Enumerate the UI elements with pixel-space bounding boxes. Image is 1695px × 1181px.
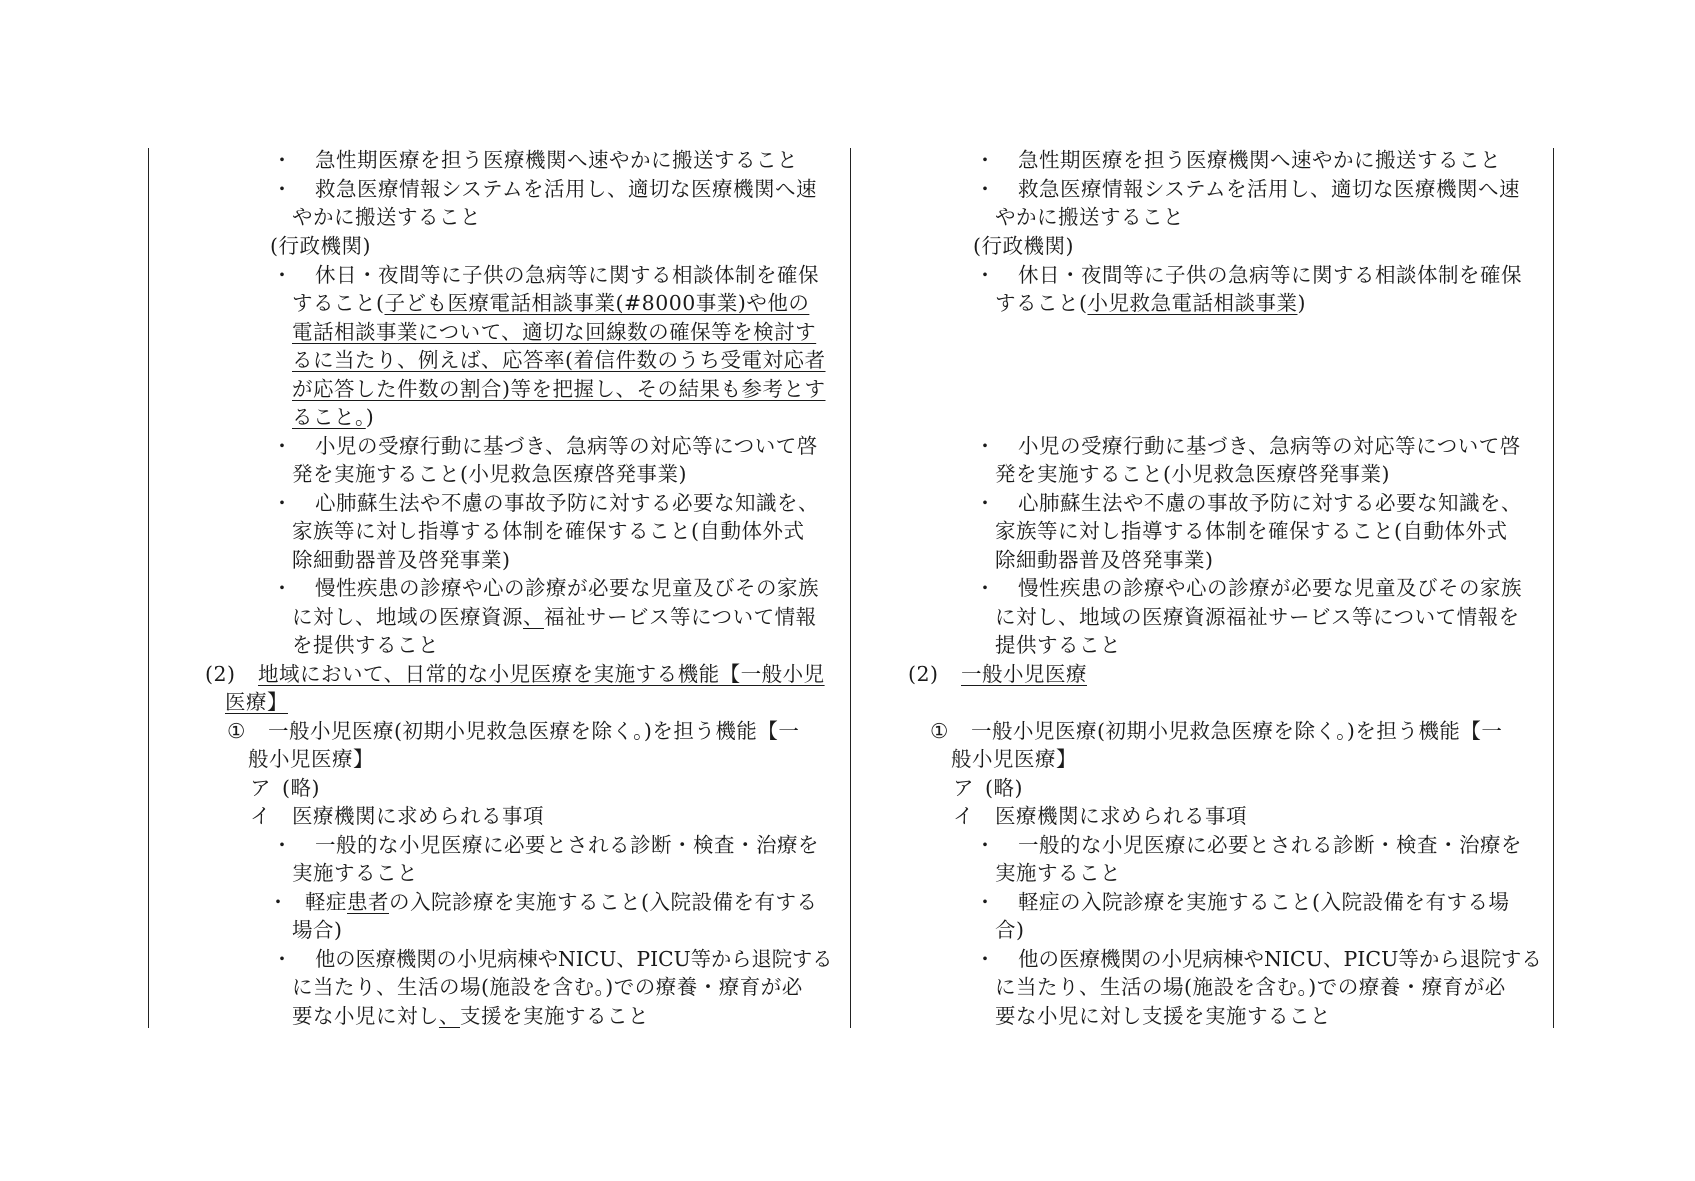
bullet: ・ xyxy=(272,177,292,201)
left-section-number: (2) xyxy=(205,662,236,686)
right-line: 発を実施すること(小児救急医療啓発事業) xyxy=(995,462,1390,486)
left-underlined-line: が応答した件数の割合)等を把握し、その結果も参考とす xyxy=(292,377,826,401)
left-line: やかに搬送すること xyxy=(292,205,481,229)
left-line: (略) xyxy=(282,776,320,800)
left-section-heading: 地域において、日常的な小児医療を実施する機能【一般小児 xyxy=(258,662,825,686)
right-line: (略) xyxy=(985,776,1023,800)
right-line: 家族等に対し指導する体制を確保すること(自動体外式 xyxy=(995,519,1508,543)
left-underlined-text: 患者 xyxy=(347,890,389,914)
left-underlined-line: るに当たり、例えば、応答率(着信件数のうち受電対応者 xyxy=(292,348,826,372)
right-subitem-number: ア xyxy=(953,776,974,800)
right-border-line xyxy=(1553,148,1554,1028)
bullet: ・ xyxy=(975,148,995,172)
left-text: すること( xyxy=(292,291,385,315)
left-line: 般小児医療】 xyxy=(248,747,374,771)
left-line xyxy=(292,289,809,317)
left-section-heading: 医療】 xyxy=(225,690,288,714)
left-text: 福祉サービス等について情報 xyxy=(544,605,817,629)
left-text: 軽症 xyxy=(305,890,347,914)
left-text: 要な小児に対し xyxy=(292,1004,439,1028)
right-line: 他の医療機関の小児病棟やNICU、PICU等から退院する xyxy=(1018,947,1542,971)
right-text: すること( xyxy=(995,291,1088,315)
right-line: 軽症の入院診療を実施すること(入院設備を有する場 xyxy=(1018,890,1510,914)
bullet: ・ xyxy=(975,833,995,857)
right-line: 合) xyxy=(995,918,1025,942)
right-line: 休日・夜間等に子供の急病等に関する相談体制を確保 xyxy=(1018,263,1522,287)
left-line: 実施すること xyxy=(292,861,418,885)
right-line: 般小児医療】 xyxy=(951,747,1077,771)
left-line: 一般的な小児医療に必要とされる診断・検査・治療を xyxy=(315,833,819,857)
left-underlined-line: 電話相談事業について、適切な回線数の確保等を検討す xyxy=(292,320,817,344)
bullet: ・ xyxy=(975,177,995,201)
left-line xyxy=(292,1002,649,1030)
right-line: 慢性疾患の診療や心の診療が必要な児童及びその家族 xyxy=(1018,576,1522,600)
bullet: ・ xyxy=(272,947,292,971)
left-line: 小児の受療行動に基づき、急病等の対応等について啓 xyxy=(315,434,818,458)
left-line: 場合) xyxy=(292,918,343,942)
right-section-heading: 一般小児医療 xyxy=(961,662,1087,686)
left-line xyxy=(292,403,374,431)
left-heading-gov: (行政機関) xyxy=(270,234,371,258)
left-underlined-text: 子ども医療電話相談事業(#8000事業)や他の xyxy=(384,291,810,315)
left-line xyxy=(305,888,818,916)
right-line: 一般的な小児医療に必要とされる診断・検査・治療を xyxy=(1018,833,1522,857)
bullet: ・ xyxy=(975,947,995,971)
bullet: ・ xyxy=(272,263,292,287)
right-line: 急性期医療を担う医療機関へ速やかに搬送すること xyxy=(1018,148,1501,172)
right-line: 医療機関に求められる事項 xyxy=(995,804,1247,828)
right-subitem-number: イ xyxy=(953,804,974,828)
right-line: に当たり、生活の場(施設を含む。)での療養・療育が必 xyxy=(995,975,1506,999)
right-underlined-text: 小児救急電話相談事業 xyxy=(1087,291,1298,315)
left-underlined-text: ること。 xyxy=(292,405,366,429)
bullet: ・ xyxy=(272,491,292,515)
bullet: ・ xyxy=(272,434,292,458)
left-subitem-number: ア xyxy=(250,776,271,800)
left-line: 発を実施すること(小児救急医療啓発事業) xyxy=(292,462,687,486)
left-line: 除細動器普及啓発事業) xyxy=(292,548,511,572)
bullet: ・ xyxy=(268,890,288,914)
center-divider-line xyxy=(850,148,851,1028)
left-line: に当たり、生活の場(施設を含む。)での療養・療育が必 xyxy=(292,975,803,999)
left-text: に対し、地域の医療資源 xyxy=(292,605,523,629)
left-border-line xyxy=(148,148,149,1028)
right-line: 心肺蘇生法や不慮の事故予防に対する必要な知識を、 xyxy=(1018,491,1522,515)
bullet: ・ xyxy=(975,434,995,458)
left-underlined-text: 、 xyxy=(439,1004,460,1028)
bullet: ・ xyxy=(975,576,995,600)
right-line: 除細動器普及啓発事業) xyxy=(995,548,1214,572)
right-line: 提供すること xyxy=(995,633,1121,657)
left-line: 慢性疾患の診療や心の診療が必要な児童及びその家族 xyxy=(315,576,819,600)
right-line: やかに搬送すること xyxy=(995,205,1184,229)
left-line: を提供すること xyxy=(292,633,439,657)
bullet: ・ xyxy=(272,833,292,857)
right-heading-gov: (行政機関) xyxy=(973,234,1074,258)
left-line: 他の医療機関の小児病棟やNICU、PICU等から退院する xyxy=(315,947,833,971)
left-subitem-number: イ xyxy=(250,804,271,828)
right-text: ) xyxy=(1297,291,1306,315)
right-line xyxy=(995,289,1306,317)
right-line: 救急医療情報システムを活用し、適切な医療機関へ速 xyxy=(1018,177,1520,201)
left-text: ) xyxy=(365,405,375,429)
bullet: ・ xyxy=(975,890,995,914)
right-item-number: ① xyxy=(930,719,949,743)
left-underlined-text: 、 xyxy=(523,605,544,629)
right-line: 要な小児に対し支援を実施すること xyxy=(995,1004,1331,1028)
left-line xyxy=(292,603,817,631)
right-line: に対し、地域の医療資源福祉サービス等について情報を xyxy=(995,605,1520,629)
bullet: ・ xyxy=(272,576,292,600)
right-section-number: (2) xyxy=(908,662,939,686)
left-line: 心肺蘇生法や不慮の事故予防に対する必要な知識を、 xyxy=(315,491,819,515)
left-line: 医療機関に求められる事項 xyxy=(292,804,544,828)
bullet: ・ xyxy=(975,491,995,515)
left-line: 急性期医療を担う医療機関へ速やかに搬送すること xyxy=(315,148,798,172)
left-text: の入院診療を実施すること(入院設備を有する xyxy=(389,890,818,914)
left-item-number: ① xyxy=(227,719,246,743)
right-line: 実施すること xyxy=(995,861,1121,885)
bullet: ・ xyxy=(272,148,292,172)
right-line: 一般小児医療(初期小児救急医療を除く。)を担う機能【一 xyxy=(971,719,1503,743)
left-line: 一般小児医療(初期小児救急医療を除く。)を担う機能【一 xyxy=(268,719,800,743)
bullet: ・ xyxy=(975,263,995,287)
left-text: 支援を実施すること xyxy=(460,1004,649,1028)
left-line: 休日・夜間等に子供の急病等に関する相談体制を確保 xyxy=(315,263,819,287)
left-line: 救急医療情報システムを活用し、適切な医療機関へ速 xyxy=(315,177,817,201)
left-line: 家族等に対し指導する体制を確保すること(自動体外式 xyxy=(292,519,805,543)
right-line: 小児の受療行動に基づき、急病等の対応等について啓 xyxy=(1018,434,1521,458)
